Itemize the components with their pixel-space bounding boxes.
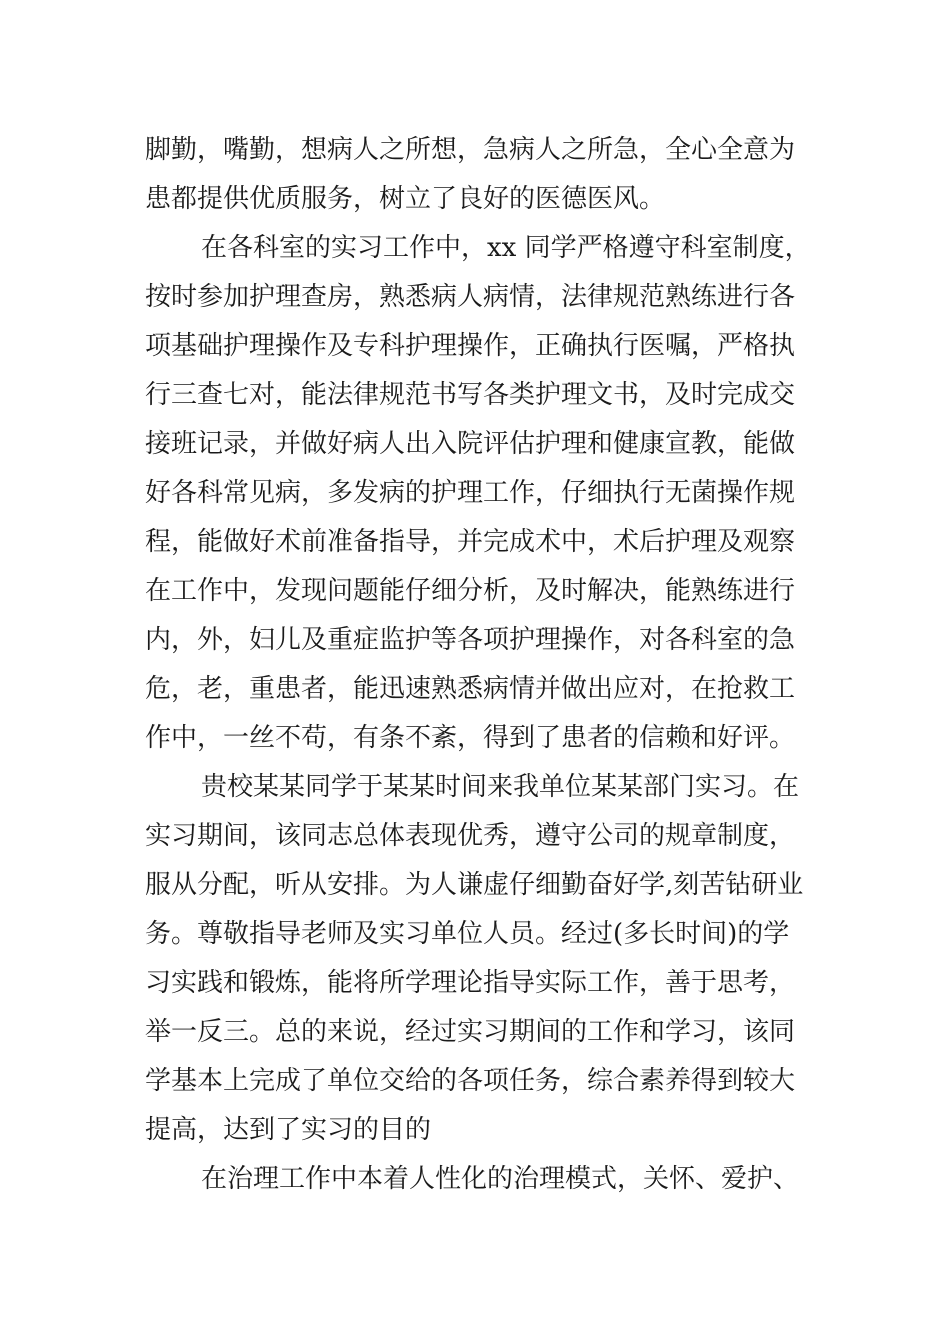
paragraph-4	[145, 1155, 815, 1204]
text-line: 好各科常见病，多发病的护理工作，仔细执行无菌操作规	[145, 478, 796, 508]
paragraph-3	[145, 763, 815, 1155]
text-line: 项基础护理操作及专科护理操作，正确执行医嘱，严格执	[145, 331, 796, 361]
text-line: 患都提供优质服务，树立了良好的医德医风。	[145, 184, 666, 214]
document-body	[145, 126, 815, 1204]
text-line: 举一反三。总的来说，经过实习期间的工作和学习，该同	[145, 1017, 796, 1047]
text-line: 脚勤，嘴勤，想病人之所想，急病人之所急，全心全意为	[145, 135, 796, 165]
text-line: 在工作中，发现问题能仔细分析，及时解决，能熟练进行	[145, 576, 796, 606]
text-line: 服从分配，听从安排。为人谦虚仔细勤奋好学,刻苦钻研业	[145, 870, 804, 900]
text-line: 学基本上完成了单位交给的各项任务，综合素养得到较大	[145, 1066, 796, 1096]
text-line: 作中，一丝不苟，有条不紊，得到了患者的信赖和好评。	[145, 723, 796, 753]
text-line: 在各科室的实习工作中，xx 同学严格遵守科室制度，	[201, 233, 811, 263]
text-line: 务。尊敬指导老师及实习单位人员。经过(多长时间)的学	[145, 919, 790, 949]
paragraph-2	[145, 224, 815, 763]
text-line: 在治理工作中本着人性化的治理模式，关怀、爱护、	[201, 1164, 800, 1194]
text-line: 行三查七对，能法律规范书写各类护理文书，及时完成交	[145, 380, 796, 410]
text-line: 程，能做好术前准备指导，并完成术中，术后护理及观察	[145, 527, 796, 557]
text-line: 内，外，妇儿及重症监护等各项护理操作，对各科室的急	[145, 625, 796, 655]
text-line: 按时参加护理查房，熟悉病人病情，法律规范熟练进行各	[145, 282, 796, 312]
text-line: 实习期间，该同志总体表现优秀，遵守公司的规章制度，	[145, 821, 796, 851]
text-line: 习实践和锻炼，能将所学理论指导实际工作，善于思考，	[145, 968, 796, 998]
text-line: 接班记录，并做好病人出入院评估护理和健康宣教，能做	[145, 429, 796, 459]
text-line: 提高，达到了实习的目的	[145, 1115, 432, 1145]
paragraph-1	[145, 126, 815, 224]
text-line: 贵校某某同学于某某时间来我单位某某部门实习。在	[201, 772, 800, 802]
text-line: 危，老，重患者，能迅速熟悉病情并做出应对，在抢救工	[145, 674, 796, 704]
